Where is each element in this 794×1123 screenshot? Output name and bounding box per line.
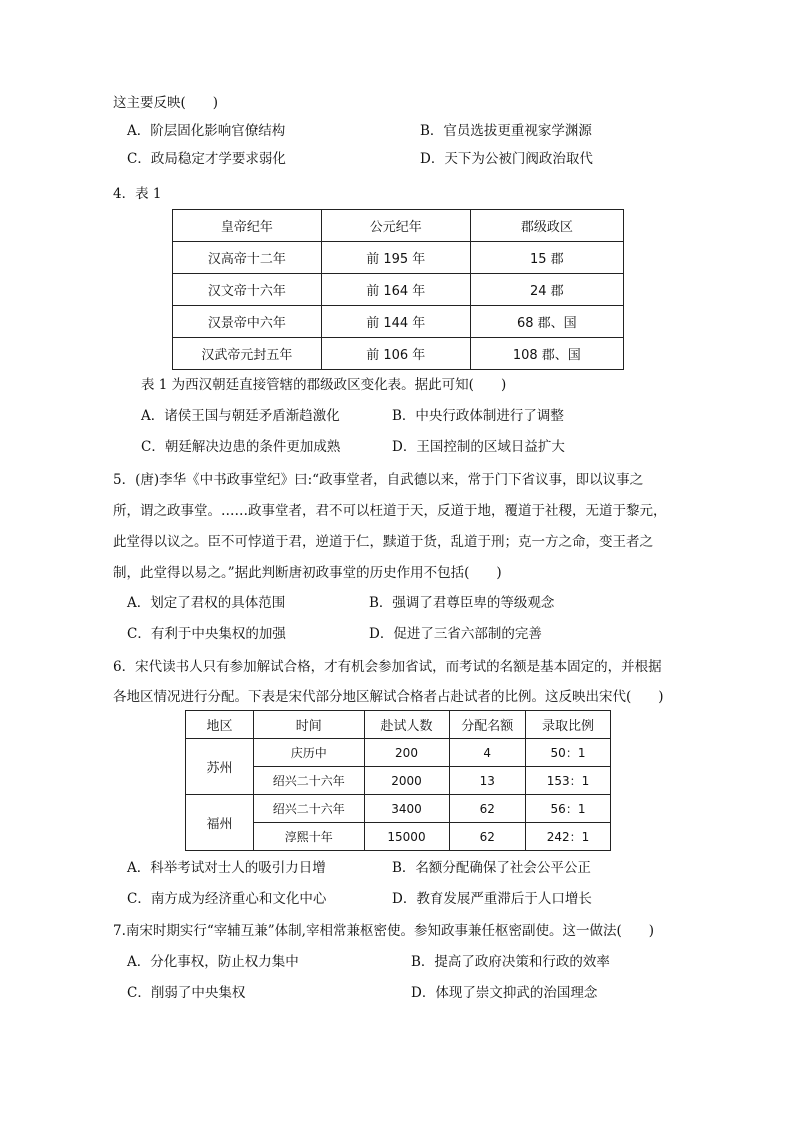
q5-option-a: A．划定了君权的具体范围 bbox=[127, 595, 286, 611]
q7-option-b: B．提高了政府决策和行政的效率 bbox=[411, 954, 610, 970]
q6-stem-line: 6．宋代读书人只有参加解试合格，才有机会参加省试，而考试的名额是基本固定的，并根据 bbox=[113, 659, 662, 675]
q3-option-b: B．官员选拔更重视家学渊源 bbox=[420, 123, 592, 139]
q4-cell: 汉高帝十二年 bbox=[173, 242, 322, 274]
q4-cell: 汉文帝十六年 bbox=[173, 274, 322, 306]
q6-cell: 15000 bbox=[364, 823, 449, 851]
q5-stem-line: 所，谓之政事堂。……政事堂者，君不可以枉道于天，反道于地，覆道于社稷，无道于黎元， bbox=[113, 503, 667, 519]
table-row bbox=[173, 338, 624, 370]
q4-cell: 24 郡 bbox=[470, 274, 623, 306]
q6-cell: 13 bbox=[449, 767, 526, 795]
q4-cell: 前 164 年 bbox=[321, 274, 470, 306]
q6-cell: 庆历中 bbox=[254, 739, 365, 767]
q6-cell: 56：1 bbox=[526, 795, 611, 823]
q6-cell: 绍兴二十六年 bbox=[254, 767, 365, 795]
q4-header-cell: 公元纪年 bbox=[321, 210, 470, 242]
q4-table bbox=[172, 209, 624, 370]
q3-stem-end: 这主要反映( ) bbox=[113, 95, 219, 111]
q6-cell: 62 bbox=[449, 795, 526, 823]
q6-cell: 62 bbox=[449, 823, 526, 851]
q7-stem: 7.南宋时期实行“宰辅互兼”体制,宰相常兼枢密使。参知政事兼任枢密副使。这一做法( ) bbox=[113, 923, 655, 939]
q6-option-a: A．科举考试对士人的吸引力日增 bbox=[127, 860, 326, 876]
q4-option-b: B．中央行政体制进行了调整 bbox=[392, 408, 564, 424]
q4-header-cell: 皇帝纪年 bbox=[173, 210, 322, 242]
q6-header-cell: 地区 bbox=[186, 711, 254, 739]
q6-region-cell: 福州 bbox=[186, 795, 254, 851]
q6-option-b: B．名额分配确保了社会公平公正 bbox=[392, 860, 591, 876]
q7-option-d: D．体现了崇文抑武的治国理念 bbox=[411, 985, 598, 1001]
q4-cell: 68 郡、国 bbox=[470, 306, 623, 338]
q3-option-d: D．天下为公被门阀政治取代 bbox=[420, 151, 593, 167]
table-row bbox=[186, 739, 611, 767]
q6-header-cell: 赴试人数 bbox=[364, 711, 449, 739]
q4-label: 4．表 1 bbox=[113, 186, 162, 202]
q6-region-cell: 苏州 bbox=[186, 739, 254, 795]
q6-cell: 淳熙十年 bbox=[254, 823, 365, 851]
q5-stem-line: 制，此堂得以易之。”据此判断唐初政事堂的历史作用不包括( ) bbox=[113, 565, 502, 581]
q3-option-c: C．政局稳定才学要求弱化 bbox=[127, 151, 286, 167]
q6-cell: 153：1 bbox=[526, 767, 611, 795]
q6-cell: 242：1 bbox=[526, 823, 611, 851]
q6-option-c: C．南方成为经济重心和文化中心 bbox=[127, 891, 327, 907]
q7-option-c: C．削弱了中央集权 bbox=[127, 985, 246, 1001]
q4-cell: 汉武帝元封五年 bbox=[173, 338, 322, 370]
table-row bbox=[186, 795, 611, 823]
q4-option-a: A．诸侯王国与朝廷矛盾渐趋激化 bbox=[141, 408, 340, 424]
q6-header-cell: 录取比例 bbox=[526, 711, 611, 739]
table-row bbox=[173, 242, 624, 274]
q6-cell: 200 bbox=[364, 739, 449, 767]
q4-cell: 15 郡 bbox=[470, 242, 623, 274]
q6-option-d: D．教育发展严重滞后于人口增长 bbox=[392, 891, 592, 907]
q5-stem-line: 此堂得以议之。臣不可悖道于君，逆道于仁，黩道于货，乱道于刑；克一方之命，变王者之 bbox=[113, 534, 653, 550]
table-row bbox=[173, 306, 624, 338]
q4-cell: 汉景帝中六年 bbox=[173, 306, 322, 338]
q4-cell: 108 郡、国 bbox=[470, 338, 623, 370]
q5-stem-line: 5．(唐)李华《中书政事堂纪》曰:“政事堂者，自武德以来，常于门下省议事，即以议事之 bbox=[113, 472, 644, 488]
q6-header-cell: 分配名额 bbox=[449, 711, 526, 739]
q6-cell: 50：1 bbox=[526, 739, 611, 767]
q6-table bbox=[185, 710, 611, 851]
q5-option-b: B．强调了君尊臣卑的等级观念 bbox=[369, 595, 555, 611]
q4-header-cell: 郡级政区 bbox=[470, 210, 623, 242]
q6-cell: 4 bbox=[449, 739, 526, 767]
q5-option-c: C．有利于中央集权的加强 bbox=[127, 626, 286, 642]
q6-cell: 3400 bbox=[364, 795, 449, 823]
q4-cell: 前 195 年 bbox=[321, 242, 470, 274]
q3-option-a: A．阶层固化影响官僚结构 bbox=[127, 123, 286, 139]
q6-header-cell: 时间 bbox=[254, 711, 365, 739]
table-row bbox=[173, 274, 624, 306]
q7-option-a: A．分化事权，防止权力集中 bbox=[127, 954, 299, 970]
q4-option-c: C．朝廷解决边患的条件更加成熟 bbox=[141, 439, 341, 455]
q6-cell: 2000 bbox=[364, 767, 449, 795]
q6-cell: 绍兴二十六年 bbox=[254, 795, 365, 823]
q5-option-d: D．促进了三省六部制的完善 bbox=[369, 626, 542, 642]
q4-option-d: D．王国控制的区域日益扩大 bbox=[392, 439, 565, 455]
q6-stem-line: 各地区情况进行分配。下表是宋代部分地区解试合格者占赴试者的比例。这反映出宋代( ) bbox=[113, 689, 664, 705]
q4-cell: 前 144 年 bbox=[321, 306, 470, 338]
q4-caption: 表 1 为西汉朝廷直接管辖的郡级政区变化表。据此可知( ) bbox=[141, 377, 507, 393]
q4-cell: 前 106 年 bbox=[321, 338, 470, 370]
